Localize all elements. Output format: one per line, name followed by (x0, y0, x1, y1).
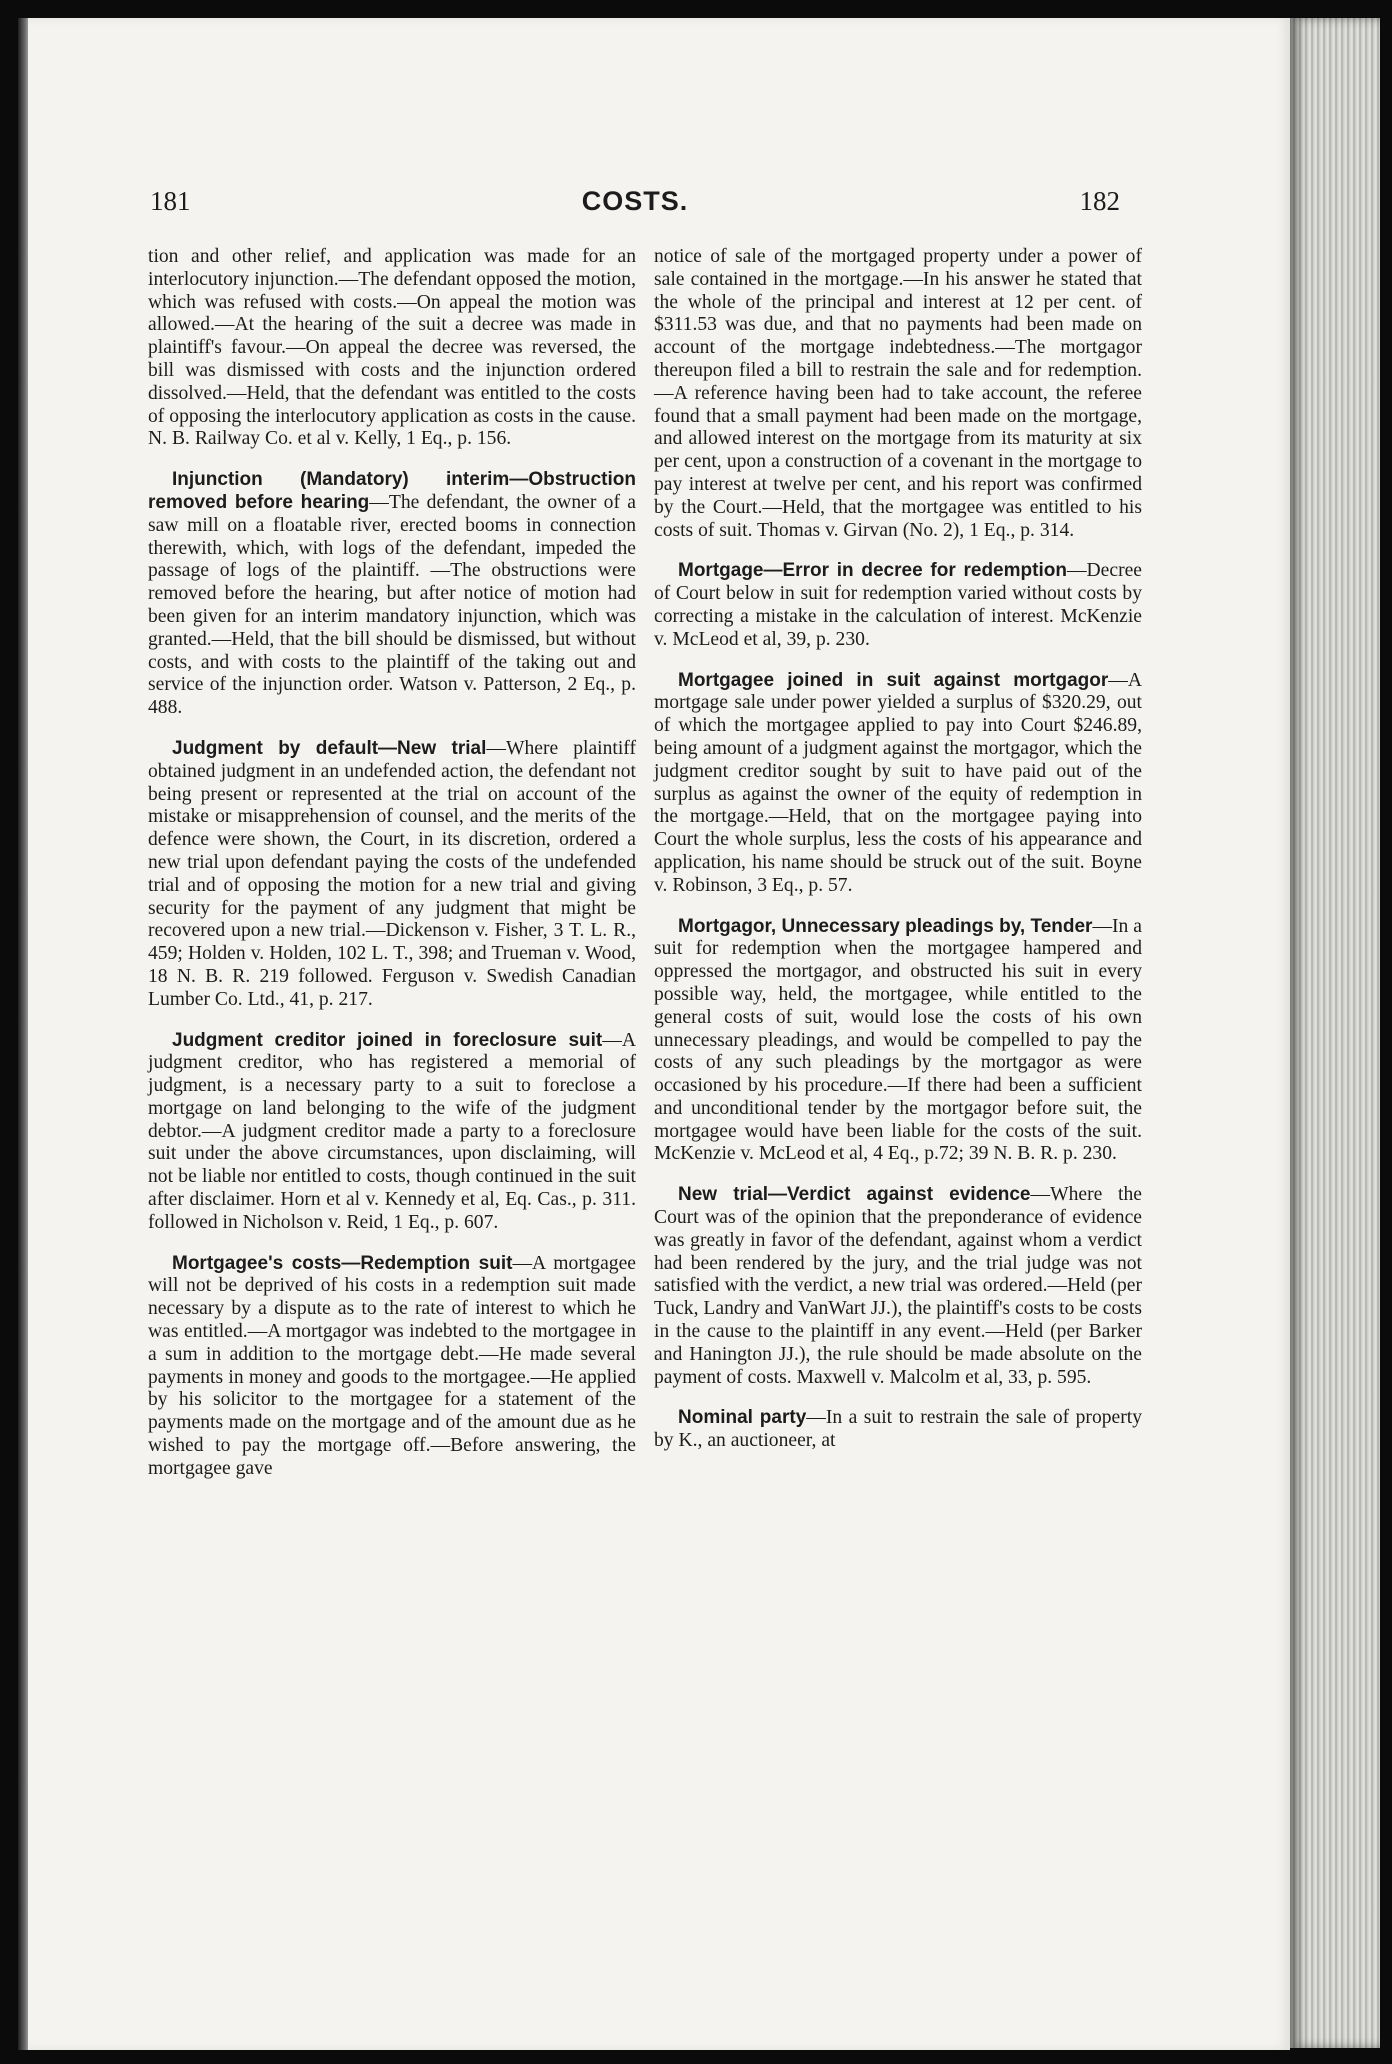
entry-heading: Mortgagor, Unnecessary pleadings by, Tender (678, 915, 1093, 937)
entry-text: —In a suit for redemption when the mortgagee hampered and oppressed the mortgagor, and obstructed his suit in every possible way, held, the mortgagee, while entitled to the general costs of suit, would lose the costs of his own unnecessary pleadings, and would be compelled to pay the costs of any such pleadings by the mortgagor as were occasioned by his procedure.—If there had been a sufficient and unconditional tender by the mortgagor before suit, the mortgagee would have been liable for the costs of the suit. McKenzie v. McLeod et al, 4 Eq., p.72; 39 N. B. R. p. 230. (654, 915, 1142, 1165)
entry-text: —A mortgage sale under power yielded a surplus of $320.29, out of which the mortgagee applied to pay into Court $246.89, being amount of a judgment against the mortgagor, which the judgment creditor sought by suit to have paid out of the surplus as against the owner of the equity of redemption in the mortgage.—Held, that on the mortgagee paying into Court the whole surplus, less the costs of his appearance and application, his name should be struck out of the suit. Boyne v. Robinson, 3 Eq., p. 57. (654, 669, 1142, 896)
left-column (148, 246, 636, 1499)
entry-text: —Where the Court was of the opinion that the preponderance of evidence was greatly in favor of the defendant, against whom a verdict had been rendered by the jury, and the trial judge was not satisfied with the verdict, a new trial was ordered.—Held (per Tuck, Landry and VanWart JJ.), the plaintiff's costs to be costs in the cause to the plaintiff in any event.—Held (per Barker and Hanington JJ.), the rule should be made absolute on the payment of costs. Maxwell v. Malcolm et al, 33, p. 595. (654, 1184, 1142, 1388)
entry-mortgagor-pleadings (654, 916, 1142, 1167)
entry-injunction-mandatory (148, 469, 636, 720)
entry-continued (148, 246, 636, 451)
entry-text: —Where plaintiff obtained judgment in an undefended action, the defendant not being present or represented at the trial on account of the mistake or misapprehension of counsel, and the merits of the defence were shown, the Court, in its discretion, ordered a new trial upon defendant paying the costs of the undefended trial and of opposing the motion for a new trial and giving security for the payment of any judgment that might be recovered upon a new trial.—Dickenson v. Fisher, 3 T. L. R., 459; Holden v. Holden, 102 L. T., 398; and Trueman v. Wood, 18 N. B. R. 219 followed. Ferguson v. Swedish Canadian Lumber Co. Ltd., 41, p. 217. (148, 737, 636, 1010)
entry-heading: Mortgagee joined in suit against mortgagor (678, 669, 1109, 691)
entry-heading: Mortgagee's costs—Redemption suit (172, 1252, 513, 1274)
entry-nominal-party (654, 1407, 1142, 1453)
entry-heading: Mortgage—Error in decree for redemption (678, 560, 1067, 582)
entry-text: —Decree of Court below in suit for redemption varied without costs by correcting a mistake in the calculation of interest. McKenzie v. McLeod et al, 39, p. 230. (654, 560, 1142, 650)
page-edges (1290, 18, 1380, 2048)
page-title: COSTS. (581, 186, 689, 216)
entry-heading: Injunction (Mandatory) interim—Obstruction removed before hearing (148, 469, 636, 513)
right-column (654, 246, 1142, 1471)
entry-judgment-creditor (148, 1030, 636, 1235)
right-page-number: 182 (1079, 186, 1120, 216)
left-page-number: 181 (150, 186, 191, 216)
entry-judgment-by-default (148, 738, 636, 1012)
entry-text: —In a suit to restrain the sale of property by K., an auctioneer, at (654, 1407, 1142, 1452)
entry-heading: Judgment creditor joined in foreclosure suit (172, 1029, 603, 1051)
entry-continued (654, 246, 1142, 542)
entry-text: —A mortgagee will not be deprived of his costs in a redemption suit made necessary by a dispute as to the rate of interest to which he was entitled.—A mortgagor was indebted to the mortgagee in a sum in addition to the mortgage debt.—He made several payments in money and goods to the mortgagee.—He applied by his solicitor to the mortgagee for a statement of the payments made on the mortgage and of the amount due as he wished to pay the mortgage off.—Before answering, the mortgagee gave (148, 1252, 636, 1479)
entry-text: —A judgment creditor, who has registered a memorial of judgment, is a necessary party to a suit to foreclose a mortgage on land belonging to the wife of the judgment debtor.—A judgment creditor made a party to a foreclosure suit under the above circumstances, upon disclaiming, will not be liable nor entitled to costs, though continued in the suit after disclaimer. Horn et al v. Kennedy et al, Eq. Cas., p. 311. followed in Nicholson v. Reid, 1 Eq., p. 607. (148, 1029, 636, 1233)
entry-text: —The defendant, the owner of a saw mill on a floatable river, erected booms in connection therewith, which, with logs of the defendant, impeded the passage of logs of the plaintiff. —The obstructions were removed before the hearing, but after notice of motion had been given for an interim mandatory injunction, which was granted.—Held, that the bill should be dismissed, but without costs, and with costs to the plaintiff of the taking out and service of the injunction order. Watson v. Patterson, 2 Eq., p. 488. (148, 491, 636, 719)
entry-new-trial (654, 1184, 1142, 1389)
entry-mortgagee-joined (654, 670, 1142, 898)
entry-mortgage-error (654, 560, 1142, 651)
entry-heading: Nominal party (678, 1407, 807, 1429)
entry-text: notice of sale of the mortgaged property under a power of sale contained in the mortgage.—In his answer he stated that the whole of the principal and interest at 12 per cent. of $311.53 was due, and that no payments had been made on account of the mortgage indebtedness.—The mortgagor thereupon filed a bill to restrain the sale and for redemption.—A reference having been had to take account, the referee found that a small payment had been made on the mortgage, and allowed interest on the mortgage from its maturity at six per cent, upon a construction of a covenant in the mortgage to pay interest at twelve per cent, and his report was confirmed by the Court.—Held, that the mortgagee was entitled to his costs of suit. Thomas v. Girvan (No. 2), 1 Eq., p. 314. (654, 246, 1142, 541)
entry-text: tion and other relief, and application was made for an interlocutory injunction.—The defendant opposed the motion, which was refused with costs.—On appeal the motion was allowed.—At the hearing of the suit a decree was made in plaintiff's favour.—On appeal the decree was reversed, the bill was dismissed with costs and the injunction ordered dissolved.—Held, that the defendant was entitled to the costs of opposing the interlocutory application as costs in the cause. N. B. Railway Co. et al v. Kelly, 1 Eq., p. 156. (148, 246, 636, 450)
running-head (150, 186, 1120, 226)
entry-heading: Judgment by default—New trial (172, 737, 487, 759)
entry-mortgagees-costs (148, 1253, 636, 1481)
entry-heading: New trial—Verdict against evidence (678, 1184, 1031, 1206)
